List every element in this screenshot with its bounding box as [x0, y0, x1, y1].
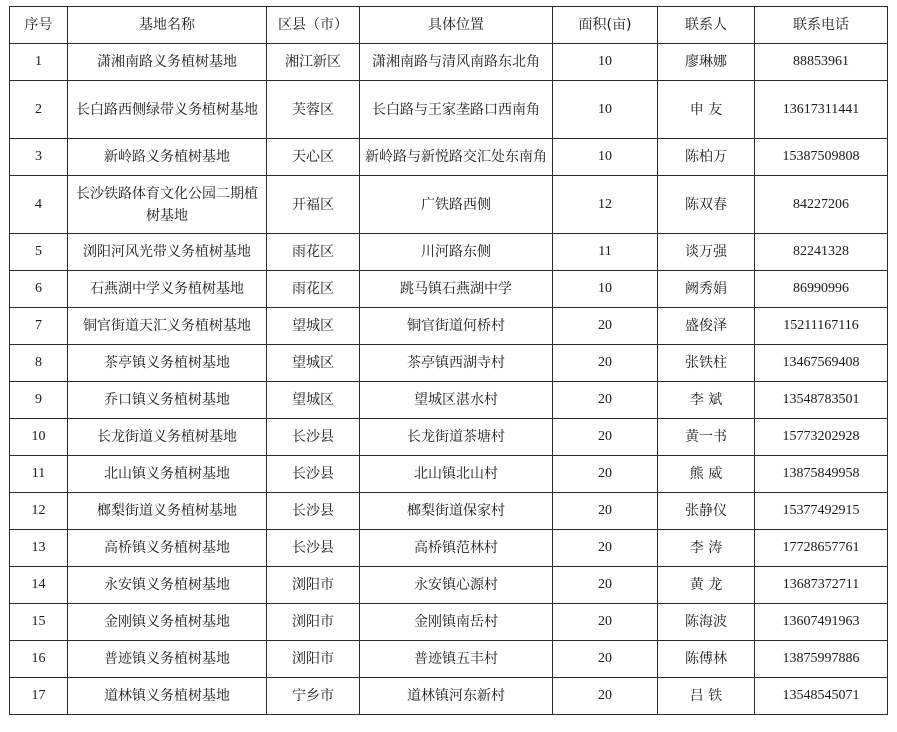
- cell-base-name: 茶亭镇义务植树基地: [68, 345, 267, 382]
- header-serial-number: 序号: [10, 7, 68, 44]
- cell-contact: 陈傅林: [658, 641, 755, 678]
- cell-location: 道林镇河东新村: [360, 678, 553, 715]
- cell-area: 20: [553, 604, 658, 641]
- header-phone: 联系电话: [755, 7, 888, 44]
- cell-area: 11: [553, 234, 658, 271]
- cell-contact: 陈海波: [658, 604, 755, 641]
- cell-location: 望城区湛水村: [360, 382, 553, 419]
- table-row: [10, 678, 888, 715]
- cell-phone: 13875997886: [755, 641, 888, 678]
- cell-serial-number: 12: [10, 493, 68, 530]
- cell-location: 榔梨街道保家村: [360, 493, 553, 530]
- table-header-row: [10, 7, 888, 44]
- table-row: [10, 567, 888, 604]
- cell-contact: 廖琳娜: [658, 44, 755, 81]
- cell-location: 茶亭镇西湖寺村: [360, 345, 553, 382]
- cell-phone: 15377492915: [755, 493, 888, 530]
- cell-phone: 13548783501: [755, 382, 888, 419]
- cell-area: 20: [553, 382, 658, 419]
- table-row: [10, 271, 888, 308]
- cell-phone: 82241328: [755, 234, 888, 271]
- header-contact: 联系人: [658, 7, 755, 44]
- cell-district: 望城区: [267, 345, 360, 382]
- cell-contact: 吕 铁: [658, 678, 755, 715]
- cell-area: 10: [553, 44, 658, 81]
- cell-base-name: 长龙街道义务植树基地: [68, 419, 267, 456]
- cell-district: 芙蓉区: [267, 81, 360, 139]
- table-row: [10, 81, 888, 139]
- cell-district: 湘江新区: [267, 44, 360, 81]
- table-row: [10, 530, 888, 567]
- table-row: [10, 176, 888, 234]
- cell-base-name: 潇湘南路义务植树基地: [68, 44, 267, 81]
- cell-serial-number: 8: [10, 345, 68, 382]
- cell-area: 12: [553, 176, 658, 234]
- cell-base-name: 乔口镇义务植树基地: [68, 382, 267, 419]
- cell-phone: 13548545071: [755, 678, 888, 715]
- table-row: [10, 382, 888, 419]
- cell-contact: 陈双春: [658, 176, 755, 234]
- cell-district: 雨花区: [267, 271, 360, 308]
- cell-phone: 13607491963: [755, 604, 888, 641]
- cell-contact: 申 友: [658, 81, 755, 139]
- cell-location: 广铁路西侧: [360, 176, 553, 234]
- cell-serial-number: 6: [10, 271, 68, 308]
- cell-location: 长白路与王家垄路口西南角: [360, 81, 553, 139]
- cell-district: 开福区: [267, 176, 360, 234]
- cell-contact: 熊 威: [658, 456, 755, 493]
- table-row: [10, 641, 888, 678]
- cell-phone: 15211167116: [755, 308, 888, 345]
- cell-area: 20: [553, 308, 658, 345]
- cell-contact: 盛俊泽: [658, 308, 755, 345]
- cell-district: 长沙县: [267, 493, 360, 530]
- cell-serial-number: 7: [10, 308, 68, 345]
- cell-location: 金刚镇南岳村: [360, 604, 553, 641]
- cell-phone: 88853961: [755, 44, 888, 81]
- cell-serial-number: 2: [10, 81, 68, 139]
- cell-phone: 15773202928: [755, 419, 888, 456]
- cell-location: 北山镇北山村: [360, 456, 553, 493]
- cell-district: 雨花区: [267, 234, 360, 271]
- cell-area: 20: [553, 456, 658, 493]
- cell-base-name: 石燕湖中学义务植树基地: [68, 271, 267, 308]
- cell-district: 宁乡市: [267, 678, 360, 715]
- planting-base-table-container: [9, 6, 888, 715]
- cell-serial-number: 16: [10, 641, 68, 678]
- planting-base-table: [9, 6, 888, 715]
- table-row: [10, 139, 888, 176]
- cell-area: 10: [553, 81, 658, 139]
- cell-serial-number: 11: [10, 456, 68, 493]
- header-district: 区县（市）: [267, 7, 360, 44]
- cell-serial-number: 9: [10, 382, 68, 419]
- cell-base-name: 榔梨街道义务植树基地: [68, 493, 267, 530]
- cell-area: 20: [553, 419, 658, 456]
- cell-district: 长沙县: [267, 530, 360, 567]
- cell-phone: 17728657761: [755, 530, 888, 567]
- cell-base-name: 普迹镇义务植树基地: [68, 641, 267, 678]
- cell-serial-number: 13: [10, 530, 68, 567]
- cell-location: 潇湘南路与清风南路东北角: [360, 44, 553, 81]
- cell-base-name: 新岭路义务植树基地: [68, 139, 267, 176]
- cell-district: 望城区: [267, 308, 360, 345]
- cell-phone: 13467569408: [755, 345, 888, 382]
- cell-area: 20: [553, 567, 658, 604]
- cell-phone: 13687372711: [755, 567, 888, 604]
- cell-base-name: 金刚镇义务植树基地: [68, 604, 267, 641]
- cell-district: 长沙县: [267, 456, 360, 493]
- cell-serial-number: 5: [10, 234, 68, 271]
- cell-location: 铜官街道何桥村: [360, 308, 553, 345]
- cell-location: 新岭路与新悦路交汇处东南角: [360, 139, 553, 176]
- cell-phone: 13875849958: [755, 456, 888, 493]
- cell-district: 浏阳市: [267, 641, 360, 678]
- cell-area: 20: [553, 641, 658, 678]
- header-area: 面积(亩): [553, 7, 658, 44]
- cell-base-name: 铜官街道天汇义务植树基地: [68, 308, 267, 345]
- table-row: [10, 456, 888, 493]
- cell-location: 普迹镇五丰村: [360, 641, 553, 678]
- cell-base-name: 长沙铁路体育文化公园二期植树基地: [68, 176, 267, 234]
- cell-district: 望城区: [267, 382, 360, 419]
- table-row: [10, 419, 888, 456]
- cell-phone: 15387509808: [755, 139, 888, 176]
- table-row: [10, 345, 888, 382]
- cell-contact: 张静仪: [658, 493, 755, 530]
- cell-phone: 13617311441: [755, 81, 888, 139]
- table-row: [10, 493, 888, 530]
- table-row: [10, 234, 888, 271]
- cell-area: 20: [553, 345, 658, 382]
- cell-district: 天心区: [267, 139, 360, 176]
- table-row: [10, 604, 888, 641]
- cell-base-name: 浏阳河风光带义务植树基地: [68, 234, 267, 271]
- table-body: [10, 44, 888, 715]
- cell-serial-number: 15: [10, 604, 68, 641]
- cell-area: 10: [553, 139, 658, 176]
- cell-location: 永安镇心源村: [360, 567, 553, 604]
- table-row: [10, 308, 888, 345]
- cell-contact: 谈万强: [658, 234, 755, 271]
- cell-location: 跳马镇石燕湖中学: [360, 271, 553, 308]
- cell-contact: 李 涛: [658, 530, 755, 567]
- cell-base-name: 北山镇义务植树基地: [68, 456, 267, 493]
- cell-area: 20: [553, 530, 658, 567]
- cell-base-name: 高桥镇义务植树基地: [68, 530, 267, 567]
- cell-serial-number: 3: [10, 139, 68, 176]
- cell-contact: 陈柏万: [658, 139, 755, 176]
- cell-district: 浏阳市: [267, 567, 360, 604]
- table-row: [10, 44, 888, 81]
- cell-base-name: 道林镇义务植树基地: [68, 678, 267, 715]
- cell-serial-number: 10: [10, 419, 68, 456]
- cell-base-name: 永安镇义务植树基地: [68, 567, 267, 604]
- cell-serial-number: 4: [10, 176, 68, 234]
- cell-district: 浏阳市: [267, 604, 360, 641]
- header-location: 具体位置: [360, 7, 553, 44]
- cell-location: 川河路东侧: [360, 234, 553, 271]
- cell-area: 20: [553, 678, 658, 715]
- cell-phone: 84227206: [755, 176, 888, 234]
- cell-location: 长龙街道茶塘村: [360, 419, 553, 456]
- cell-serial-number: 17: [10, 678, 68, 715]
- cell-area: 20: [553, 493, 658, 530]
- cell-contact: 张铁柱: [658, 345, 755, 382]
- cell-base-name: 长白路西侧绿带义务植树基地: [68, 81, 267, 139]
- cell-contact: 李 斌: [658, 382, 755, 419]
- cell-district: 长沙县: [267, 419, 360, 456]
- cell-serial-number: 1: [10, 44, 68, 81]
- cell-contact: 黄 龙: [658, 567, 755, 604]
- cell-area: 10: [553, 271, 658, 308]
- header-base-name: 基地名称: [68, 7, 267, 44]
- cell-phone: 86990996: [755, 271, 888, 308]
- cell-serial-number: 14: [10, 567, 68, 604]
- cell-contact: 阙秀娟: [658, 271, 755, 308]
- cell-location: 高桥镇范林村: [360, 530, 553, 567]
- cell-contact: 黄一书: [658, 419, 755, 456]
